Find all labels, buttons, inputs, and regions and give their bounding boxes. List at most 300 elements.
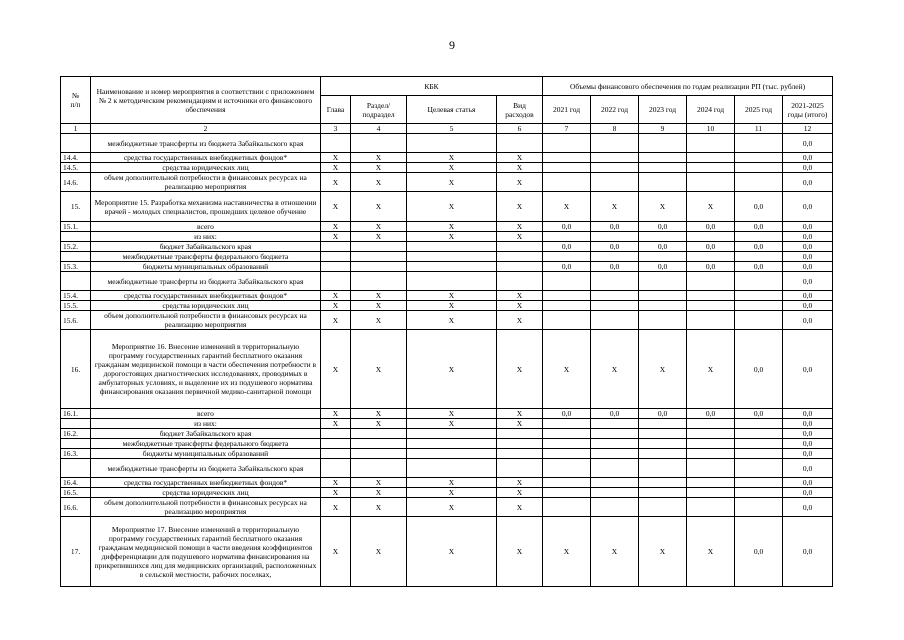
kbk-cell: X [351,173,407,192]
kbk-cell [497,272,543,291]
table-row [61,301,833,311]
kbk-cell: X [351,409,407,419]
kbk-cell [407,134,497,153]
kbk-cell [407,429,497,439]
year-value-cell [687,498,735,517]
kbk-cell: X [497,517,543,587]
total-value-cell: 0,0 [783,173,833,192]
kbk-cell: X [407,517,497,587]
col-num: 3 [321,124,351,134]
year-value-cell: X [639,330,687,409]
year-value-cell [639,173,687,192]
year-value-cell: X [687,517,735,587]
kbk-cell: X [321,291,351,301]
year-value-cell [687,311,735,330]
row-number: 15. [61,192,91,222]
kbk-cell [351,439,407,449]
year-value-cell [687,439,735,449]
col-num: 11 [735,124,783,134]
year-value-cell: 0,0 [735,330,783,409]
kbk-cell: X [407,330,497,409]
year-value-cell [639,459,687,478]
kbk-cell [497,449,543,459]
financing-table [60,76,833,587]
year-value-cell [639,252,687,262]
row-number: 16. [61,330,91,409]
kbk-cell [497,242,543,252]
year-value-cell [543,498,591,517]
year-value-cell: 0,0 [639,222,687,232]
kbk-cell [407,439,497,449]
year-value-cell: 0,0 [735,192,783,222]
row-name: средства юридических лиц [91,488,321,498]
kbk-cell [407,262,497,272]
year-value-cell [687,301,735,311]
year-value-cell [735,163,783,173]
year-value-cell: 0,0 [591,242,639,252]
year-value-cell [687,232,735,242]
kbk-cell: X [497,173,543,192]
header-2021: 2021 год [543,96,591,124]
year-value-cell [591,429,639,439]
year-value-cell: 0,0 [687,262,735,272]
year-value-cell [591,252,639,262]
year-value-cell [735,439,783,449]
total-value-cell: 0,0 [783,488,833,498]
table-row [61,409,833,419]
year-value-cell [639,439,687,449]
header-2022: 2022 год [591,96,639,124]
kbk-cell [351,262,407,272]
kbk-cell: X [351,301,407,311]
total-value-cell: 0,0 [783,262,833,272]
kbk-cell: X [497,232,543,242]
year-value-cell [543,163,591,173]
year-value-cell: 0,0 [591,222,639,232]
year-value-cell [591,459,639,478]
kbk-cell: X [407,291,497,301]
col-num: 8 [591,124,639,134]
year-value-cell [591,439,639,449]
header-2024: 2024 год [687,96,735,124]
kbk-cell: X [351,291,407,301]
kbk-cell [321,242,351,252]
table-row [61,262,833,272]
column-number-row [61,124,833,134]
col-num: 4 [351,124,407,134]
kbk-cell [351,272,407,291]
kbk-cell [407,242,497,252]
kbk-cell [351,252,407,262]
year-value-cell: 0,0 [543,242,591,252]
kbk-cell: X [351,163,407,173]
total-value-cell: 0,0 [783,134,833,153]
year-value-cell: 0,0 [735,262,783,272]
kbk-cell: X [351,153,407,163]
kbk-cell: X [407,478,497,488]
year-value-cell: 0,0 [543,262,591,272]
row-name: из них: [91,419,321,429]
year-value-cell [543,449,591,459]
year-value-cell [543,301,591,311]
kbk-cell: X [321,517,351,587]
table-row [61,232,833,242]
total-value-cell: 0,0 [783,252,833,262]
kbk-cell: X [407,409,497,419]
row-number: 15.1. [61,222,91,232]
kbk-cell [497,459,543,478]
year-value-cell: 0,0 [543,409,591,419]
col-num: 6 [497,124,543,134]
kbk-cell: X [321,163,351,173]
year-value-cell: 0,0 [735,222,783,232]
kbk-cell: X [351,517,407,587]
year-value-cell [639,488,687,498]
row-name: Мероприятие 15. Разработка механизма наставничества в отношении врачей - молодых специалистов, прошедших целевое обучение [91,192,321,222]
year-value-cell [735,301,783,311]
row-number: 14.6. [61,173,91,192]
table-row [61,242,833,252]
kbk-cell: X [321,498,351,517]
year-value-cell [735,459,783,478]
kbk-cell: X [497,409,543,419]
row-number [61,439,91,449]
year-value-cell [735,232,783,242]
year-value-cell [687,153,735,163]
row-name: средства государственных внебюджетных фондов* [91,291,321,301]
year-value-cell [591,488,639,498]
year-value-cell [639,419,687,429]
row-name: бюджет Забайкальского края [91,429,321,439]
kbk-cell: X [497,488,543,498]
header-glava: Глава [321,96,351,124]
year-value-cell: 0,0 [735,409,783,419]
total-value-cell: 0,0 [783,232,833,242]
row-name: межбюджетные трансферты из бюджета Забайкальского края [91,272,321,291]
table-row [61,153,833,163]
year-value-cell [687,419,735,429]
kbk-cell [351,242,407,252]
year-value-cell: 0,0 [639,409,687,419]
year-value-cell [591,419,639,429]
year-value-cell [543,459,591,478]
header-vid: Вид расходов [497,96,543,124]
row-number [61,419,91,429]
year-value-cell [591,232,639,242]
total-value-cell: 0,0 [783,163,833,173]
row-number: 16.1. [61,409,91,419]
kbk-cell [351,459,407,478]
kbk-cell [497,252,543,262]
year-value-cell [543,173,591,192]
total-value-cell: 0,0 [783,192,833,222]
year-value-cell [591,291,639,301]
kbk-cell: X [497,153,543,163]
year-value-cell: X [687,192,735,222]
year-value-cell [639,232,687,242]
table-row [61,291,833,301]
year-value-cell [639,134,687,153]
year-value-cell: X [591,517,639,587]
kbk-cell [351,449,407,459]
table-row [61,163,833,173]
table-row [61,222,833,232]
row-name: из них: [91,232,321,242]
kbk-cell [407,449,497,459]
total-value-cell: 0,0 [783,498,833,517]
kbk-cell: X [407,301,497,311]
kbk-cell: X [321,173,351,192]
table-row [61,134,833,153]
col-num: 10 [687,124,735,134]
year-value-cell: X [639,192,687,222]
year-value-cell [687,291,735,301]
total-value-cell: 0,0 [783,459,833,478]
kbk-cell [497,439,543,449]
table-body [61,134,833,587]
header-name: Наименование и номер мероприятия в соответствии с приложением № 2 к методическим рекомендациям и источники его финансового обеспечения [91,77,321,124]
kbk-cell: X [351,498,407,517]
row-number [61,232,91,242]
year-value-cell [735,153,783,163]
kbk-cell [321,262,351,272]
kbk-cell: X [497,301,543,311]
year-value-cell: 0,0 [687,242,735,252]
row-name: объем дополнительной потребности в финансовых ресурсах на реализацию мероприятия [91,311,321,330]
row-name: межбюджетные трансферты федерального бюджета [91,439,321,449]
row-number [61,272,91,291]
row-name: межбюджетные трансферты из бюджета Забайкальского края [91,459,321,478]
row-number: 15.5. [61,301,91,311]
year-value-cell: 0,0 [639,262,687,272]
row-name: средства государственных внебюджетных фондов* [91,153,321,163]
year-value-cell: X [687,330,735,409]
header-statya: Целевая статья [407,96,497,124]
year-value-cell [591,449,639,459]
row-name: средства государственных внебюджетных фондов* [91,478,321,488]
year-value-cell [543,252,591,262]
table-row [61,419,833,429]
year-value-cell [735,429,783,439]
year-value-cell [543,232,591,242]
row-number: 15.6. [61,311,91,330]
row-name: всего [91,409,321,419]
total-value-cell: 0,0 [783,301,833,311]
row-number [61,134,91,153]
row-number: 14.4. [61,153,91,163]
kbk-cell: X [321,478,351,488]
kbk-cell [407,252,497,262]
kbk-cell: X [351,311,407,330]
year-value-cell [543,488,591,498]
row-number: 15.3. [61,262,91,272]
row-name: всего [91,222,321,232]
kbk-cell: X [407,488,497,498]
year-value-cell: X [543,192,591,222]
year-value-cell [687,173,735,192]
year-value-cell [639,291,687,301]
kbk-cell: X [321,153,351,163]
year-value-cell [543,439,591,449]
kbk-cell: X [407,173,497,192]
year-value-cell [543,153,591,163]
row-name: объем дополнительной потребности в финансовых ресурсах на реализацию мероприятия [91,173,321,192]
year-value-cell [639,429,687,439]
total-value-cell: 0,0 [783,409,833,419]
table-row [61,517,833,587]
kbk-cell: X [497,311,543,330]
year-value-cell [591,272,639,291]
kbk-cell: X [351,222,407,232]
kbk-cell [321,272,351,291]
kbk-cell: X [321,330,351,409]
header-total: 2021-2025 годы (итого) [783,96,833,124]
kbk-cell: X [497,291,543,301]
row-name: бюджеты муниципальных образований [91,262,321,272]
kbk-cell [497,262,543,272]
kbk-cell: X [407,419,497,429]
row-name: бюджеты муниципальных образований [91,449,321,459]
row-name: межбюджетные трансферты федерального бюджета [91,252,321,262]
row-number: 16.3. [61,449,91,459]
year-value-cell [639,449,687,459]
total-value-cell: 0,0 [783,272,833,291]
table-row [61,192,833,222]
total-value-cell: 0,0 [783,153,833,163]
year-value-cell [735,173,783,192]
total-value-cell: 0,0 [783,419,833,429]
kbk-cell: X [407,311,497,330]
kbk-cell: X [321,232,351,242]
year-value-cell [687,459,735,478]
table-row [61,478,833,488]
row-name: объем дополнительной потребности в финансовых ресурсах на реализацию мероприятия [91,498,321,517]
year-value-cell [543,311,591,330]
year-value-cell [639,272,687,291]
year-value-cell: X [591,192,639,222]
kbk-cell [351,429,407,439]
header-kbk: КБК [321,77,543,96]
total-value-cell: 0,0 [783,311,833,330]
table-row [61,311,833,330]
year-value-cell [639,153,687,163]
kbk-cell: X [497,163,543,173]
kbk-cell [321,134,351,153]
year-value-cell [687,252,735,262]
total-value-cell: 0,0 [783,291,833,301]
year-value-cell [543,272,591,291]
year-value-cell [735,134,783,153]
year-value-cell [735,488,783,498]
year-value-cell: X [639,517,687,587]
year-value-cell [687,429,735,439]
year-value-cell: X [543,330,591,409]
row-number: 17. [61,517,91,587]
year-value-cell [639,478,687,488]
year-value-cell: 0,0 [735,517,783,587]
table-row [61,439,833,449]
kbk-cell: X [407,498,497,517]
year-value-cell [687,488,735,498]
row-name: средства юридических лиц [91,163,321,173]
table-row [61,252,833,262]
year-value-cell [735,419,783,429]
row-name: бюджет Забайкальского края [91,242,321,252]
table-row [61,488,833,498]
year-value-cell: 0,0 [687,409,735,419]
row-name: Мероприятие 16. Внесение изменений в территориальную программу государственных гарантий бесплатного оказания гражданам медицинской помощи в части обеспечения потребности в дорогостоящих диагностических исследованиях, проводимых в амбулаторных условиях, и выделение их из подушевого норматива финансирования оказания первичной медико-санитарной помощи [91,330,321,409]
row-number: 14.5. [61,163,91,173]
kbk-cell: X [497,222,543,232]
year-value-cell [591,311,639,330]
header-2025: 2025 год [735,96,783,124]
kbk-cell: X [407,153,497,163]
total-value-cell: 0,0 [783,439,833,449]
total-value-cell: 0,0 [783,330,833,409]
total-value-cell: 0,0 [783,478,833,488]
kbk-cell [321,429,351,439]
header-2023: 2023 год [639,96,687,124]
kbk-cell: X [321,419,351,429]
year-value-cell [687,134,735,153]
year-value-cell [591,498,639,517]
col-num: 7 [543,124,591,134]
year-value-cell [591,478,639,488]
kbk-cell: X [407,232,497,242]
year-value-cell [687,163,735,173]
kbk-cell: X [321,409,351,419]
year-value-cell [687,272,735,291]
kbk-cell: X [497,419,543,429]
kbk-cell: X [321,301,351,311]
year-value-cell: 0,0 [591,262,639,272]
row-number: 16.4. [61,478,91,488]
year-value-cell [543,429,591,439]
row-number [61,459,91,478]
kbk-cell: X [351,232,407,242]
kbk-cell [321,252,351,262]
kbk-cell: X [407,222,497,232]
kbk-cell: X [497,192,543,222]
row-number [61,252,91,262]
year-value-cell [639,163,687,173]
row-name: межбюджетные трансферты из бюджета Забайкальского края [91,134,321,153]
year-value-cell: 0,0 [639,242,687,252]
header-razdel: Раздел/подраздел [351,96,407,124]
year-value-cell: 0,0 [687,222,735,232]
row-name: Мероприятие 17. Внесение изменений в территориальную программу государственных гарантий бесплатного оказания гражданам медицинской помощи в части введения коэффициентов дифференциации для подушевого норматива финансирования на прикрепившихся лиц для медицинских организаций, расположенных в сельской местности, рабочих поселках, [91,517,321,587]
year-value-cell [639,498,687,517]
kbk-cell [321,459,351,478]
year-value-cell [591,173,639,192]
year-value-cell: 0,0 [543,222,591,232]
col-num: 9 [639,124,687,134]
kbk-cell: X [407,163,497,173]
col-num: 5 [407,124,497,134]
header-no: № п/п [61,77,91,124]
kbk-cell [321,439,351,449]
row-number: 16.5. [61,488,91,498]
total-value-cell: 0,0 [783,242,833,252]
kbk-cell: X [497,330,543,409]
kbk-cell: X [321,311,351,330]
year-value-cell [639,301,687,311]
year-value-cell [735,498,783,517]
kbk-cell [497,429,543,439]
year-value-cell [543,134,591,153]
year-value-cell [735,478,783,488]
table-row [61,429,833,439]
